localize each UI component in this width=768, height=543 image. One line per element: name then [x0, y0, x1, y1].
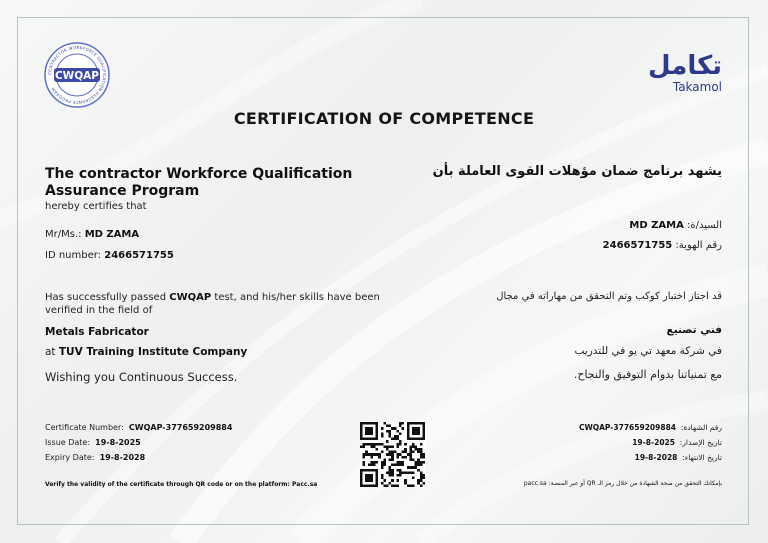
wish-arabic: مع تمنياتنا بدوام التوفيق والنجاح.	[573, 368, 722, 381]
id-label: ID number:	[45, 250, 102, 261]
passed-statement-arabic: قد اجتاز اختبار كوكب وتم التحقق من مهاراته في مجال	[496, 291, 722, 302]
id-number-english	[45, 250, 174, 261]
occupation-arabic: فني تصنيع	[666, 324, 722, 336]
expiry-label: Expiry Date:	[45, 453, 95, 462]
holder-name: MD ZAMA	[84, 229, 140, 240]
program-name-arabic: يشهد برنامج ضمان مؤهلات القوى العاملة بأن	[432, 164, 722, 179]
takamol-logo	[630, 52, 722, 102]
qr-code[interactable]	[360, 422, 425, 487]
holder-name-arabic	[629, 220, 722, 231]
seal-ring-text: CONTRACTOR WORKFORCE QUALIFICATION ASSURANCE PROGRAM	[46, 44, 108, 106]
holder-name-arabic-value: MD ZAMA	[629, 220, 684, 231]
certificate-number-english	[45, 423, 232, 432]
certificate-number-arabic	[579, 423, 722, 432]
certifies-text-english: hereby certifies that	[45, 201, 147, 212]
id-label-arabic: رقم الهوية:	[675, 240, 722, 251]
issue-date-value-arabic: 2025-8-19	[632, 438, 675, 447]
program-name-english: The contractor Workforce Qualification Assurance Program	[45, 166, 353, 199]
issue-date-value: 19-8-2025	[95, 438, 141, 447]
passed-pre: Has successfully passed	[45, 292, 170, 303]
issue-date-english	[45, 438, 141, 447]
cert-no-value: CWQAP-377659209884	[128, 423, 233, 432]
id-number-arabic	[603, 240, 722, 251]
cert-no-label-arabic: رقم الشهادة:	[680, 423, 722, 432]
name-label-arabic: السيد/ة:	[687, 220, 722, 231]
expiry-date-arabic	[635, 453, 722, 462]
issue-label-arabic: تاريخ الإصدار:	[679, 438, 722, 447]
issue-label: Issue Date:	[45, 438, 91, 447]
cert-no-label: Certificate Number:	[45, 423, 124, 432]
id-value-arabic: 2466571755	[602, 240, 673, 251]
company-arabic: في شركة معهد تي يو في للتدريب	[574, 345, 722, 357]
issue-date-arabic	[632, 438, 722, 447]
name-label: Mr/Ms.:	[45, 229, 82, 240]
cert-no-value-arabic: CWQAP-377659209884	[578, 423, 677, 432]
expiry-label-arabic: تاريخ الانتهاء:	[682, 453, 722, 462]
certificate-title: CERTIFICATION OF COMPETENCE	[233, 109, 535, 128]
verify-note-english: Verify the validity of the certificate through QR code or on the platform: Pacc.sa	[45, 481, 318, 488]
id-value: 2466571755	[104, 250, 174, 261]
company-english	[45, 346, 247, 358]
seal-acronym: CWQAP	[54, 70, 100, 82]
passed-post: test, and his/her skills have been verified in the field of	[45, 292, 380, 316]
holder-name-english	[45, 229, 139, 240]
expiry-date-value: 19-8-2028	[99, 453, 146, 462]
takamol-arabic-wordmark: تكامل	[648, 51, 722, 81]
occupation-english: Metals Fabricator	[45, 326, 149, 338]
expiry-date-english	[45, 453, 145, 462]
wish-english: Wishing you Continuous Success.	[45, 370, 238, 384]
cwqap-seal-logo	[44, 42, 110, 108]
expiry-date-value-arabic: 2028-8-19	[634, 453, 678, 462]
passed-test: CWQAP	[169, 292, 212, 303]
verify-note-arabic: بإمكانك التحقق من صحة الشهادة من خلال رمز الـ QR أو عبر المنصة: pacc.sa	[523, 480, 722, 487]
passed-statement-english	[45, 291, 385, 317]
company-name: TUV Training Institute Company	[58, 346, 248, 358]
at-label: at	[45, 346, 59, 358]
takamol-latin-wordmark: Takamol	[672, 80, 722, 94]
